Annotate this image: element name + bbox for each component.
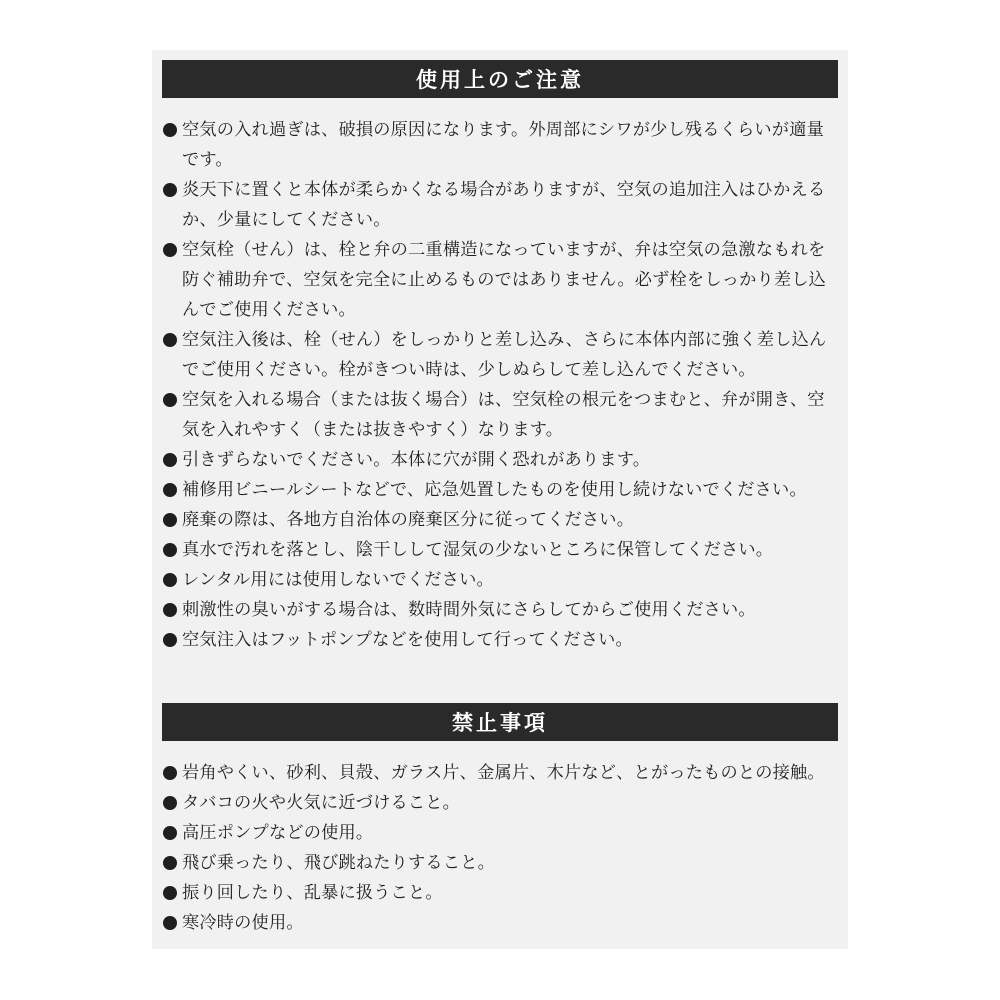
list-item: [162, 115, 838, 175]
list-item-text: 振り回したり、乱暴に扱うこと。: [182, 883, 443, 903]
list-item-text: 廃棄の際は、各地方自治体の廃棄区分に従ってください。: [182, 510, 635, 530]
list-item: [162, 848, 838, 878]
list-item-text: 飛び乗ったり、飛び跳ねたりすること。: [182, 853, 495, 873]
list-item-text: 炎天下に置くと本体が柔らかくなる場合がありますが、空気の追加注入はひかえるか、少量にしてください。: [182, 180, 826, 230]
bullet-icon: [163, 123, 177, 137]
list-item: [162, 235, 838, 325]
bullet-icon: [163, 393, 177, 407]
list-item-text: 引きずらないでください。本体に穴が開く恐れがあります。: [182, 450, 651, 470]
list-item-text: タバコの火や火気に近づけること。: [182, 793, 461, 813]
bullet-icon: [163, 333, 177, 347]
list-item: [162, 878, 838, 908]
bullet-icon: [163, 766, 177, 780]
prohibited-items-list: [162, 758, 838, 938]
list-item: [162, 565, 838, 595]
list-item: [162, 505, 838, 535]
list-item: [162, 475, 838, 505]
list-item-text: 高圧ポンプなどの使用。: [182, 823, 374, 843]
usage-precautions-list: [162, 115, 838, 655]
bullet-icon: [163, 483, 177, 497]
bullet-icon: [163, 826, 177, 840]
bullet-icon: [163, 856, 177, 870]
bullet-icon: [163, 543, 177, 557]
section-header-prohibited-items: 禁止事項: [162, 703, 838, 741]
list-item-text: 刺激性の臭いがする場合は、数時間外気にさらしてからご使用ください。: [182, 600, 756, 620]
bullet-icon: [163, 243, 177, 257]
list-item-text: レンタル用には使用しないでください。: [182, 570, 494, 590]
bullet-icon: [163, 886, 177, 900]
bullet-icon: [163, 796, 177, 810]
list-item-text: 岩角やくい、砂利、貝殻、ガラス片、金属片、木片など、とがったものとの接触。: [182, 763, 825, 783]
list-item: [162, 818, 838, 848]
list-item-text: 空気を入れる場合（または抜く場合）は、空気栓の根元をつまむと、弁が開き、空気を入れやすく（または抜きやすく）なります。: [182, 390, 825, 440]
bullet-icon: [163, 603, 177, 617]
list-item-text: 真水で汚れを落とし、陰干しして湿気の少ないところに保管してください。: [182, 540, 774, 560]
bullet-icon: [163, 183, 177, 197]
list-item-text: 空気注入はフットポンプなどを使用して行ってください。: [182, 630, 633, 650]
section-header-usage-precautions: 使用上のご注意: [162, 60, 838, 98]
list-item: [162, 788, 838, 818]
list-item: [162, 908, 838, 938]
list-item-text: 補修用ビニールシートなどで、応急処置したものを使用し続けないでください。: [182, 480, 807, 500]
list-item-text: 空気栓（せん）は、栓と弁の二重構造になっていますが、弁は空気の急激なもれを防ぐ補助弁で、空気を完全に止めるものではありません。必ず栓をしっかり差し込んでご使用ください。: [182, 240, 827, 320]
list-item: [162, 625, 838, 655]
list-item: [162, 385, 838, 445]
list-item: [162, 445, 838, 475]
list-item: [162, 325, 838, 385]
list-item: [162, 758, 838, 788]
list-item-text: 空気注入後は、栓（せん）をしっかりと差し込み、さらに本体内部に強く差し込んでご使用ください。栓がきつい時は、少しぬらして差し込んでください。: [182, 330, 827, 380]
list-item: [162, 175, 838, 235]
bullet-icon: [163, 513, 177, 527]
bullet-icon: [163, 633, 177, 647]
bullet-icon: [163, 453, 177, 467]
list-item: [162, 595, 838, 625]
bullet-icon: [163, 573, 177, 587]
list-item: [162, 535, 838, 565]
list-item-text: 寒冷時の使用。: [182, 913, 304, 933]
bullet-icon: [163, 916, 177, 930]
list-item-text: 空気の入れ過ぎは、破損の原因になります。外周部にシワが少し残るくらいが適量です。: [182, 120, 824, 170]
